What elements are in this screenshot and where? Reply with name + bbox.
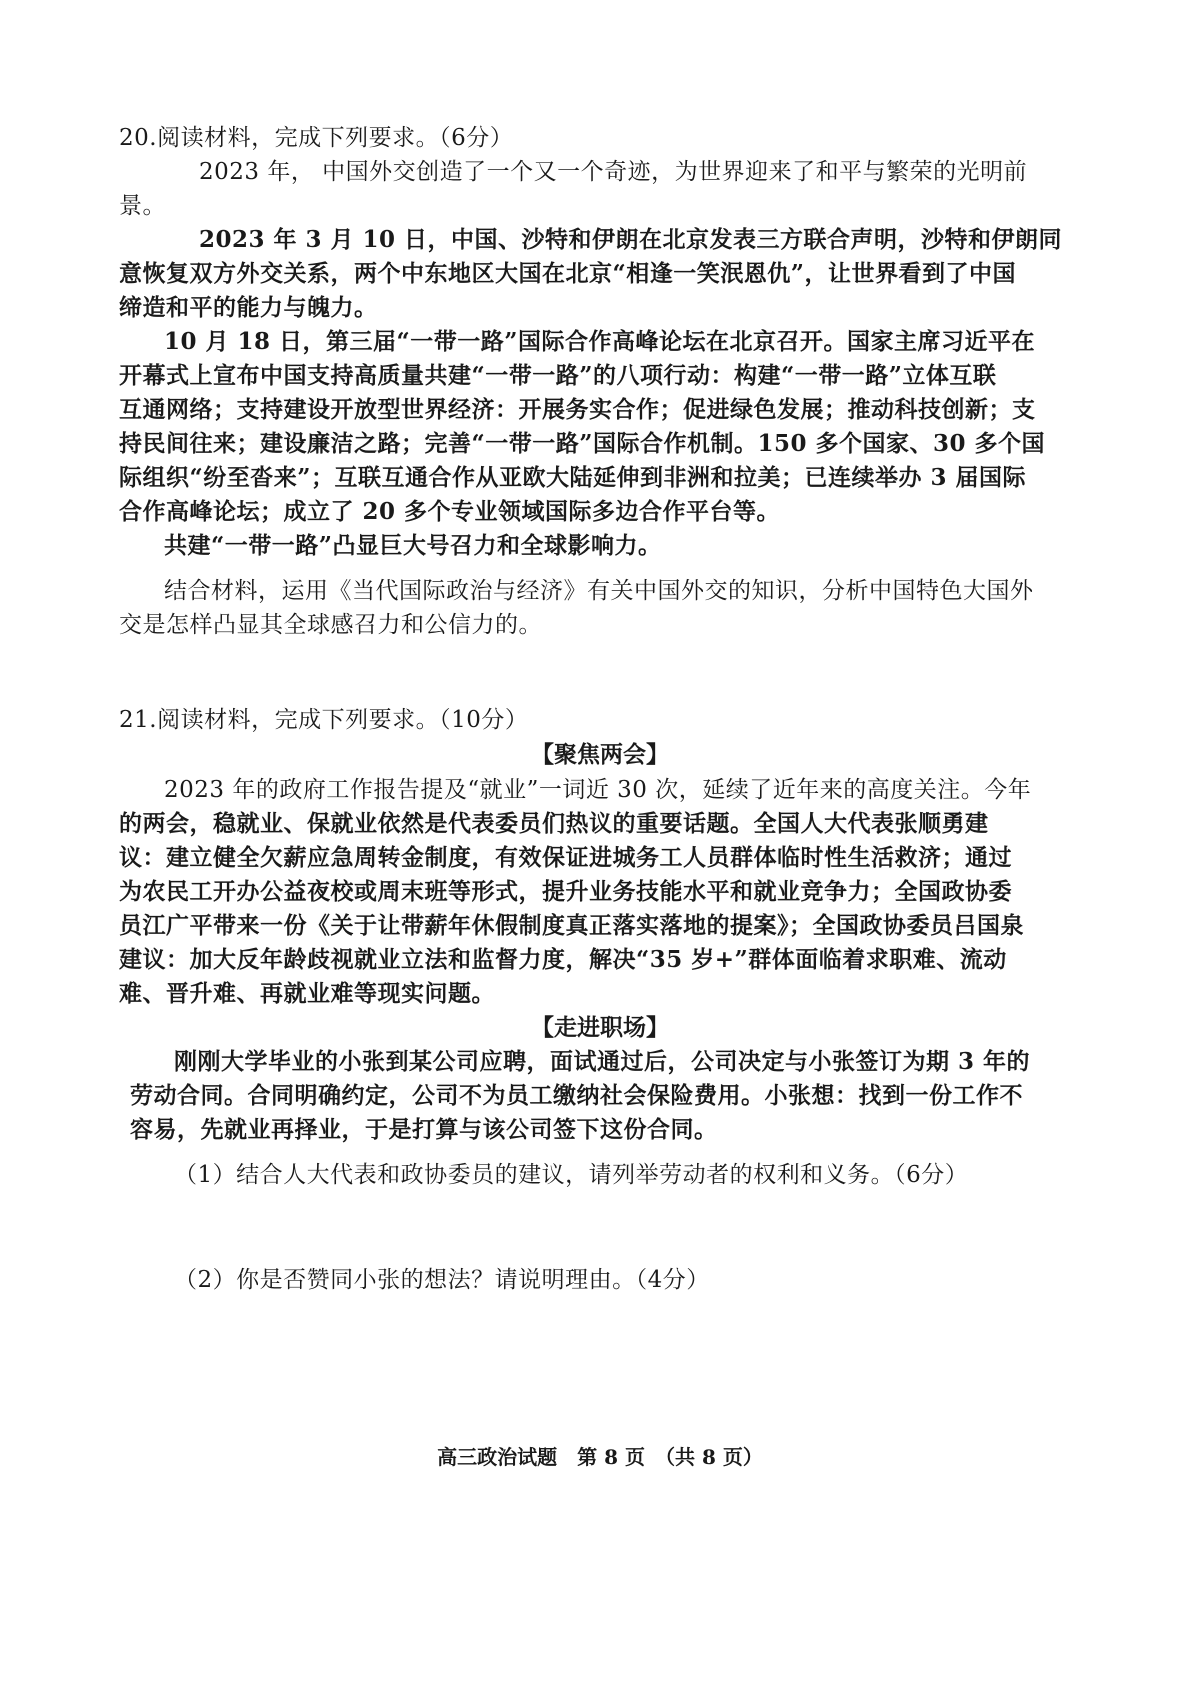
q21-para2-line1: 刚刚大学毕业的小张到某公司应聘，面试通过后，公司决定与小张签订为期 3 年的 bbox=[174, 1048, 1031, 1075]
q20-para3-line6: 合作高峰论坛；成立了 20 多个专业领域国际多边合作平台等。 bbox=[119, 498, 781, 525]
q20-para3-line3: 互通网络；支持建设开放型世界经济：开展务实合作；促进绿色发展；推动科技创新；支 bbox=[119, 396, 1036, 423]
q21-para1-line5: 员江广平带来一份《关于让带薪年休假制度真正落实落地的提案》；全国政协委员吕国泉 bbox=[119, 912, 1024, 939]
q20-para2-line2: 意恢复双方外交关系，两个中东地区大国在北京“相逢一笑泯恩仇”，让世界看到了中国 bbox=[119, 260, 1016, 287]
page-footer: 高三政治试题 第 8 页 （共 8 页） bbox=[437, 1445, 763, 1469]
q20-para1-line2: 景。 bbox=[119, 193, 166, 219]
q20-para2-line1: 2023 年 3 月 10 日，中国、沙特和伊朗在北京发表三方联合声明，沙特和伊朗同 bbox=[199, 226, 1063, 253]
q21-para1-line7: 难、晋升难、再就业难等现实问题。 bbox=[119, 980, 495, 1007]
q20-question-line1: 结合材料，运用《当代国际政治与经济》有关中国外交的知识，分析中国特色大国外 bbox=[164, 578, 1034, 604]
q21-para2-line3: 容易，先就业再择业，于是打算与该公司签下这份合同。 bbox=[130, 1116, 718, 1143]
q21-para1-line4: 为农民工开办公益夜校或周末班等形式，提升业务技能水平和就业竞争力；全国政协委 bbox=[119, 878, 1012, 905]
q20-para3-line1: 10 月 18 日，第三届“一带一路”国际合作高峰论坛在北京召开。国家主席习近平在 bbox=[164, 328, 1035, 355]
q20-para3-line2: 开幕式上宣布中国支持高质量共建“一带一路”的八项行动：构建“一带一路”立体互联 bbox=[119, 362, 997, 389]
q20-para1-line1: 2023 年， 中国外交创造了一个又一个奇迹，为世界迎来了和平与繁荣的光明前 bbox=[199, 159, 1028, 185]
q20-para2-line3: 缔造和平的能力与魄力。 bbox=[119, 294, 378, 321]
q20-para3-line5: 际组织“纷至沓来”；互联互通合作从亚欧大陆延伸到非洲和拉美；已连续举办 3 届国际 bbox=[119, 464, 1026, 491]
q21-sub-question-1: （1）结合人大代表和政协委员的建议，请列举劳动者的权利和义务。（6分） bbox=[174, 1162, 969, 1188]
q21-para1-line1: 2023 年的政府工作报告提及“就业”一词近 30 次，延续了近年来的高度关注。今年 bbox=[164, 777, 1032, 803]
q21-heading-focus: 【聚焦两会】 bbox=[531, 741, 669, 768]
q20-para3-line4: 持民间往来；建设廉洁之路；完善“一带一路”国际合作机制。150 多个国家、30 多个国 bbox=[119, 430, 1045, 457]
q20-title: 20.阅读材料，完成下列要求。（6分） bbox=[119, 125, 514, 151]
q20-question-line2: 交是怎样凸显其全球感召力和公信力的。 bbox=[119, 612, 542, 638]
q21-para1-line3: 议：建立健全欠薪应急周转金制度，有效保证进城务工人员群体临时性生活救济；通过 bbox=[119, 844, 1012, 871]
q21-para1-line2: 的两会，稳就业、保就业依然是代表委员们热议的重要话题。全国人大代表张顺勇建 bbox=[119, 810, 989, 837]
q21-title: 21.阅读材料，完成下列要求。（10分） bbox=[119, 707, 529, 733]
q21-para2-line2: 劳动合同。合同明确约定，公司不为员工缴纳社会保险费用。小张想：找到一份工作不 bbox=[130, 1082, 1023, 1109]
q21-para1-line6: 建议：加大反年龄歧视就业立法和监督力度，解决“35 岁+”群体面临着求职难、流动 bbox=[119, 946, 1007, 973]
q21-heading-workplace: 【走进职场】 bbox=[531, 1014, 669, 1041]
q21-sub-question-2: （2）你是否赞同小张的想法？请说明理由。（4分） bbox=[174, 1267, 710, 1293]
q20-para4: 共建“一带一路”凸显巨大号召力和全球影响力。 bbox=[164, 532, 662, 559]
